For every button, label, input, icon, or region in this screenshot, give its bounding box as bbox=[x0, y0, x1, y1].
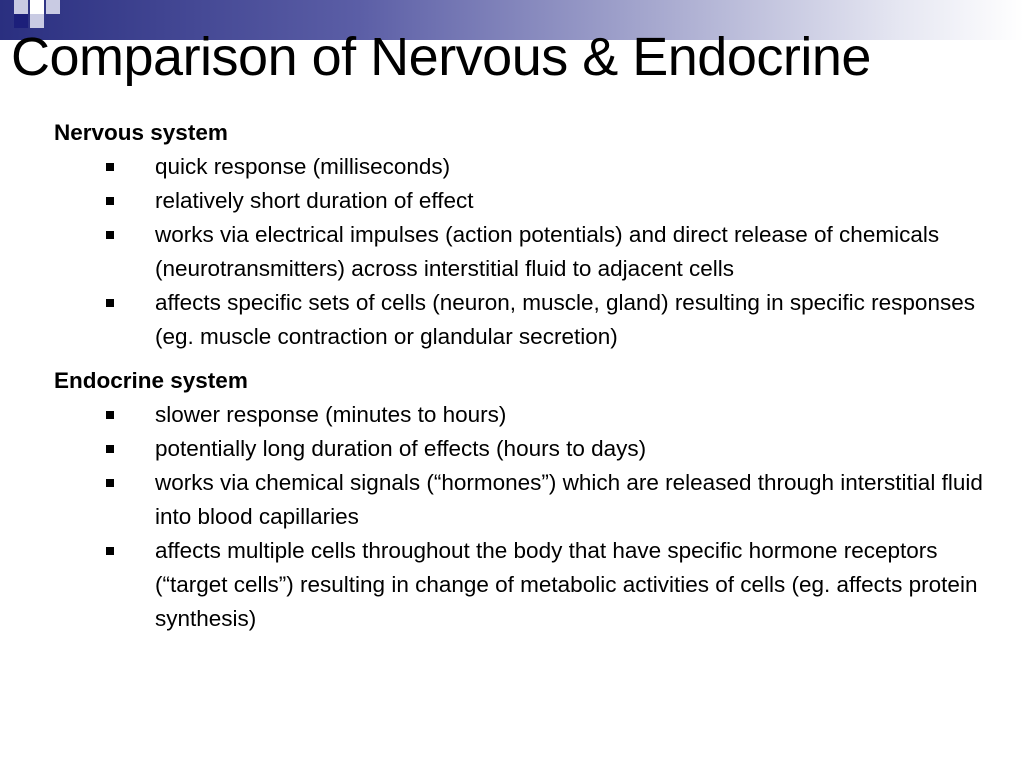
list-item-text: relatively short duration of effect bbox=[155, 188, 474, 213]
list-item bbox=[54, 466, 989, 534]
decorative-square-icon bbox=[14, 0, 28, 14]
square-bullet-icon bbox=[106, 231, 114, 239]
list-item bbox=[54, 184, 989, 218]
decorative-square-icon bbox=[30, 0, 44, 14]
list-item bbox=[54, 398, 989, 432]
slide-title: Comparison of Nervous & Endocrine bbox=[11, 27, 871, 87]
square-bullet-icon bbox=[106, 197, 114, 205]
list-item bbox=[54, 432, 989, 466]
list-item-text: works via chemical signals (“hormones”) which are released through interstitial fluid into blood capillaries bbox=[155, 470, 983, 529]
square-bullet-icon bbox=[106, 547, 114, 555]
bullet-list bbox=[54, 150, 989, 354]
square-bullet-icon bbox=[106, 479, 114, 487]
list-item-text: affects specific sets of cells (neuron, muscle, gland) resulting in specific responses (eg. muscle contraction or glandular secretion) bbox=[155, 290, 975, 349]
list-item-text: affects multiple cells throughout the body that have specific hormone receptors (“target cells”) resulting in change of metabolic activities of cells (eg. affects protein synthesis) bbox=[155, 538, 978, 631]
section-nervous-system bbox=[54, 116, 989, 354]
square-bullet-icon bbox=[106, 411, 114, 419]
list-item-text: slower response (minutes to hours) bbox=[155, 402, 507, 427]
square-bullet-icon bbox=[106, 163, 114, 171]
decorative-square-icon bbox=[46, 0, 60, 14]
list-item-text: quick response (milliseconds) bbox=[155, 154, 451, 179]
list-item bbox=[54, 286, 989, 354]
list-item-text: potentially long duration of effects (hours to days) bbox=[155, 436, 647, 461]
section-heading: Endocrine system bbox=[54, 368, 248, 393]
list-item-text: works via electrical impulses (action potentials) and direct release of chemicals (neurotransmitters) across interstitial fluid to adjacent cells bbox=[155, 222, 940, 281]
list-item bbox=[54, 150, 989, 184]
section-heading: Nervous system bbox=[54, 120, 228, 145]
list-item bbox=[54, 534, 989, 636]
slide-body bbox=[54, 116, 989, 636]
square-bullet-icon bbox=[106, 445, 114, 453]
section-endocrine-system bbox=[54, 364, 989, 636]
list-item bbox=[54, 218, 989, 286]
bullet-list bbox=[54, 398, 989, 636]
square-bullet-icon bbox=[106, 299, 114, 307]
